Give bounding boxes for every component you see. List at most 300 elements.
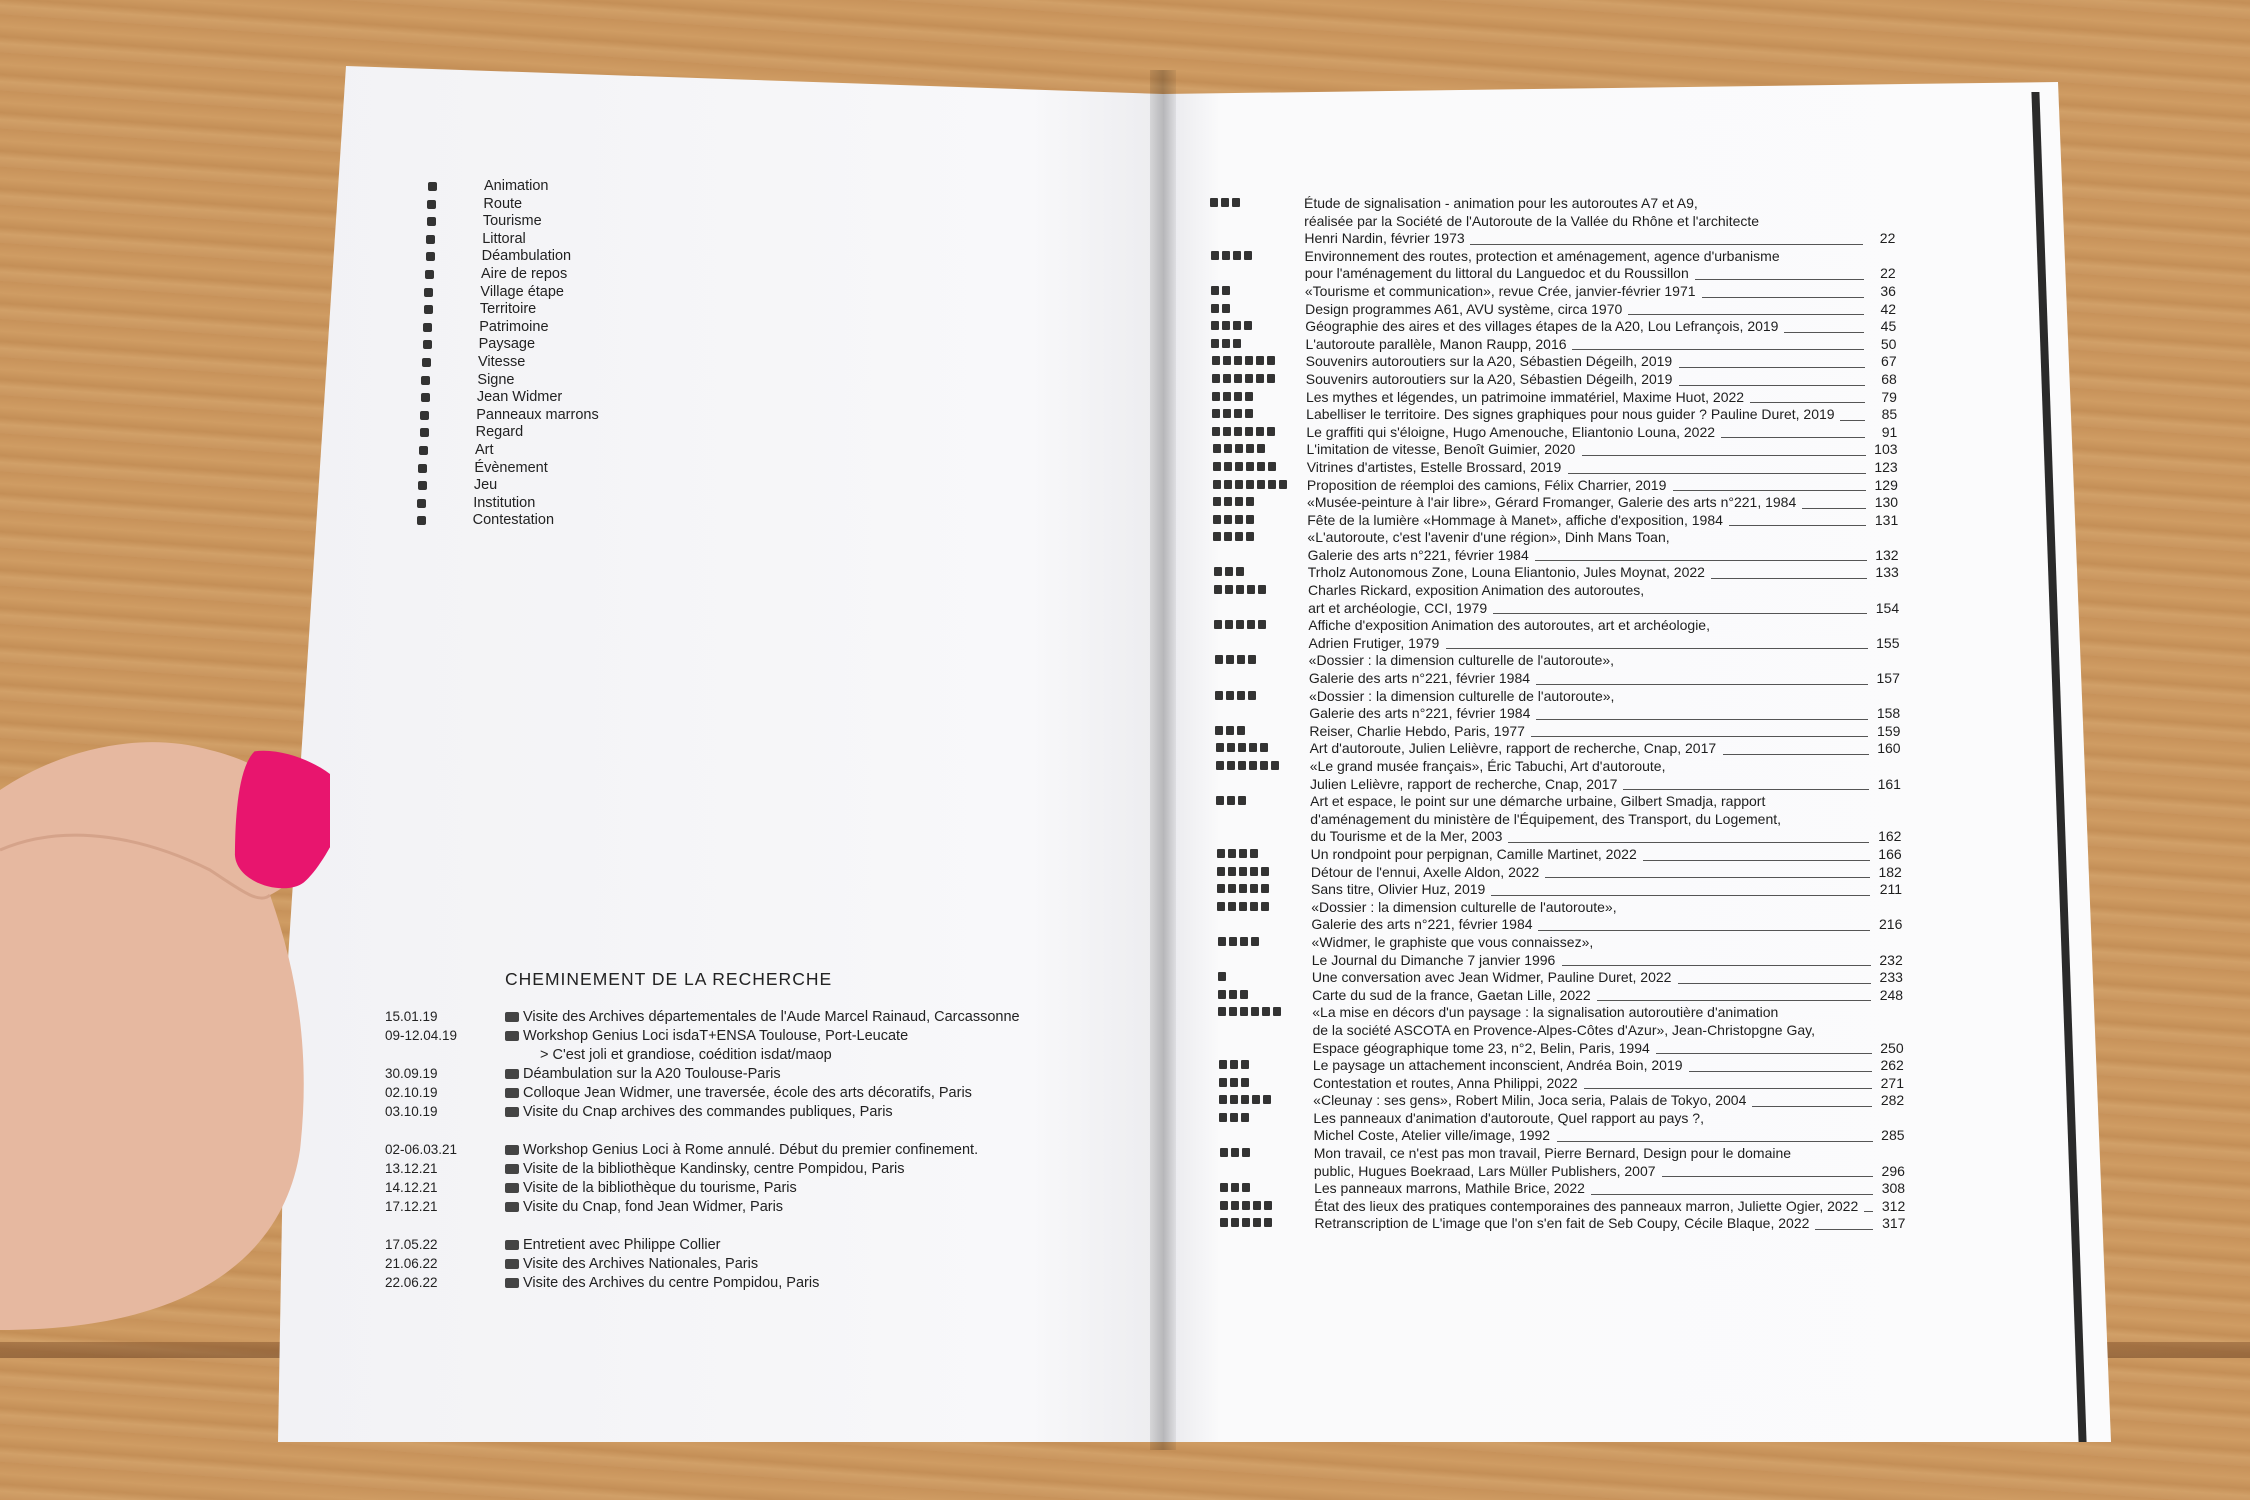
legend-row (399, 442, 699, 460)
index-title: «Dossier : la dimension culturelle de l'autoroute», (1309, 687, 1615, 704)
leader-rule (1572, 349, 1864, 350)
category-icon (1231, 1218, 1239, 1227)
index-title: État des lieux des pratiques contemporaines des panneaux marron, Juliette Ogier, 2022 (1314, 1197, 1859, 1214)
category-icon (1214, 585, 1222, 594)
category-icon (1261, 867, 1269, 876)
category-icon (1245, 356, 1253, 365)
leader-rule (1723, 754, 1869, 755)
category-icons (1212, 409, 1253, 419)
category-icon (421, 376, 430, 385)
index-title: public, Hugues Boekraad, Lars Müller Publishers, 2007 (1313, 1162, 1656, 1179)
category-icon (1236, 620, 1244, 629)
category-icon (1212, 427, 1220, 436)
category-icons (1213, 444, 1265, 454)
legend-row (407, 213, 707, 231)
timeline-text: Colloque Jean Widmer, une traversée, école des arts décoratifs, Paris (523, 1085, 972, 1101)
category-icon (1245, 427, 1253, 436)
category-icons (1215, 726, 1245, 736)
index-entry (1216, 758, 1921, 776)
leader-rule (1673, 490, 1866, 491)
index-entry (1217, 881, 1922, 899)
legend-label: Vitesse (478, 353, 526, 370)
index-entry (1212, 424, 1917, 442)
index-entry (1220, 1180, 1925, 1198)
page-number: 129 (1874, 476, 1898, 493)
category-icon (1253, 1201, 1261, 1210)
index-title: Galerie des arts n°221, février 1984 (1308, 670, 1531, 687)
legend-row (397, 512, 697, 530)
index-entry (1220, 1145, 1925, 1163)
category-icon (1230, 1078, 1238, 1087)
category-icon (419, 446, 428, 455)
cheminement-title: CHEMINEMENT DE LA RECHERCHE (505, 969, 833, 989)
category-icon (1229, 937, 1237, 946)
legend-row (408, 178, 708, 196)
index-title: Affiche d'exposition Animation des autoroutes, art et archéologie, (1308, 617, 1710, 634)
category-icon (1239, 849, 1247, 858)
category-icon (1268, 480, 1276, 489)
page-number: 45 (1880, 318, 1897, 335)
category-icon (1226, 726, 1234, 735)
category-icon (420, 411, 429, 420)
category-icon (1228, 902, 1236, 911)
leader-rule (1538, 930, 1870, 931)
category-icon (1223, 409, 1231, 418)
category-icon (1213, 515, 1221, 524)
legend-row (401, 389, 701, 407)
category-icon (1241, 1060, 1249, 1069)
category-icon (423, 340, 432, 349)
index-title: Charles Rickard, exposition Animation des autoroutes, (1307, 582, 1645, 599)
leader-rule (1784, 332, 1864, 333)
category-icon (1244, 321, 1252, 330)
category-icon (1218, 972, 1226, 981)
leader-rule (1568, 473, 1866, 474)
leader-rule (1840, 420, 1865, 421)
index-entry (1219, 1040, 1924, 1058)
index-title: Souvenirs autoroutiers sur la A20, Sébastien Dégeilh, 2019 (1305, 353, 1673, 370)
index-entry (1216, 828, 1921, 846)
category-icon (1220, 1148, 1228, 1157)
index-entry (1212, 389, 1917, 407)
category-icon (1231, 1183, 1239, 1192)
legend-row (400, 424, 700, 442)
index-title: Julien Lelièvre, rapport de recherche, Cnap, 2017 (1309, 775, 1618, 792)
category-icon (1235, 497, 1243, 506)
category-icon (1217, 902, 1225, 911)
category-icon (1242, 1201, 1250, 1210)
category-icon (1217, 849, 1225, 858)
index-title: «L'autoroute, c'est l'avenir d'une région», Dinh Mans Toan, (1307, 529, 1670, 546)
index-title: Galerie des arts n°221, février 1984 (1309, 705, 1531, 722)
category-icon (1246, 480, 1254, 489)
category-icon (1219, 1113, 1227, 1122)
category-icon (1214, 567, 1222, 576)
category-icons (1211, 286, 1230, 296)
timeline-date: 21.06.22 (385, 1256, 438, 1271)
category-icon (1212, 392, 1220, 401)
category-icon (505, 1107, 519, 1117)
category-icons (1218, 937, 1259, 947)
category-icon (1235, 480, 1243, 489)
category-icon (424, 305, 433, 314)
category-icons (1220, 1148, 1250, 1158)
category-icon (1246, 444, 1254, 453)
leader-rule (1711, 578, 1867, 579)
category-icon (1230, 1060, 1238, 1069)
category-icon (1236, 585, 1244, 594)
category-icon (505, 1031, 519, 1041)
index-title: L'autoroute parallèle, Manon Raupp, 2016 (1305, 335, 1567, 352)
category-icons (1219, 1078, 1249, 1088)
index-title: de la société ASCOTA en Provence-Alpes-Côtes d'Azur», Jean-Christopgne Gay, (1312, 1021, 1815, 1038)
category-icon (1231, 1148, 1239, 1157)
index-entry (1215, 670, 1920, 688)
category-icon (1228, 849, 1236, 858)
timeline-date: 02-06.03.21 (385, 1142, 458, 1157)
timeline-text: Visite du Cnap archives des commandes publiques, Paris (523, 1104, 893, 1120)
category-icon (1228, 884, 1236, 893)
category-icon (505, 1259, 519, 1269)
category-icons (1212, 392, 1253, 402)
legend-row (403, 319, 703, 337)
leader-rule (1535, 560, 1867, 561)
index-entry (1216, 776, 1921, 794)
index-title: Design programmes A61, AVU système, circa 1970 (1305, 300, 1623, 317)
category-icon (1240, 1007, 1248, 1016)
page-number: 79 (1881, 388, 1897, 405)
category-icon (1264, 1201, 1272, 1210)
timeline-text: Workshop Genius Loci à Rome annulé. Début du premier confinement. (523, 1142, 979, 1158)
category-icon (421, 393, 430, 402)
index-title: «Tourisme et communication», revue Crée, janvier-février 1971 (1304, 282, 1696, 299)
timeline-text: Entretient avec Philippe Collier (523, 1237, 721, 1253)
category-icon (505, 1183, 519, 1193)
page-number: 157 (1876, 670, 1900, 687)
category-icon (1245, 392, 1253, 401)
category-icons (1211, 321, 1252, 331)
page-number: 282 (1880, 1092, 1905, 1109)
index-title: du Tourisme et de la Mer, 2003 (1310, 828, 1503, 845)
leader-rule (1678, 983, 1871, 984)
timeline-text: Visite du Cnap, fond Jean Widmer, Paris (523, 1199, 784, 1215)
category-icon (1238, 796, 1246, 805)
category-icon (1250, 849, 1258, 858)
category-icon (1224, 497, 1232, 506)
index-title: Un rondpoint pour perpignan, Camille Martinet, 2022 (1310, 845, 1637, 862)
index-title: d'aménagement du ministère de l'Équipement, des Transport, du Logement, (1310, 810, 1782, 827)
category-icon (1267, 427, 1275, 436)
page-number: 155 (1876, 634, 1900, 651)
leader-rule (1662, 1176, 1873, 1177)
category-icon (1234, 427, 1242, 436)
category-icon (1233, 339, 1241, 348)
leader-rule (1815, 1229, 1873, 1230)
category-icon (1271, 761, 1279, 770)
category-icons (1217, 849, 1258, 859)
category-icon (1229, 1007, 1237, 1016)
legend-label: Contestation (472, 512, 555, 529)
leader-rule (1508, 842, 1869, 843)
category-icon (1226, 655, 1234, 664)
category-icons (1220, 1201, 1272, 1211)
timeline-entry (385, 1008, 1125, 1027)
category-icons (1216, 761, 1279, 771)
category-icon (1233, 321, 1241, 330)
legend-label: Déambulation (481, 248, 572, 265)
category-icon (1222, 286, 1230, 295)
index-entry (1220, 1127, 1925, 1145)
timeline-text: Visite des Archives départementales de l'Aude Marcel Rainaud, Carcassonne (523, 1009, 1020, 1025)
category-icons (1215, 655, 1256, 665)
contents-index (1210, 195, 1915, 1233)
category-icon (1257, 444, 1265, 453)
category-icon (1240, 937, 1248, 946)
category-icon (1279, 480, 1287, 489)
index-entry (1214, 582, 1919, 600)
category-icon (1211, 321, 1219, 330)
index-entry (1218, 952, 1923, 970)
index-entry (1214, 564, 1919, 582)
page-number: 130 (1874, 494, 1899, 511)
category-icon (1223, 356, 1231, 365)
category-icon (1242, 1148, 1250, 1157)
category-icon (1264, 1218, 1272, 1227)
category-icon (1268, 462, 1276, 471)
category-icon (1214, 620, 1222, 629)
page-number: 159 (1877, 722, 1901, 739)
category-icon (1211, 304, 1219, 313)
index-title: Contestation et routes, Anna Philippi, 2022 (1313, 1074, 1578, 1091)
index-title: «Dossier : la dimension culturelle de l'autoroute», (1311, 898, 1617, 915)
index-title: Galerie des arts n°221, février 1984 (1311, 916, 1533, 933)
category-icon (1257, 480, 1265, 489)
leader-rule (1446, 648, 1868, 649)
index-title: Fête de la lumière «Hommage à Manet», affiche d'exposition, 1984 (1307, 511, 1723, 528)
page-number: 158 (1876, 705, 1901, 722)
leader-rule (1536, 719, 1868, 720)
category-icon (1220, 1201, 1228, 1210)
category-icon (1218, 1007, 1226, 1016)
category-icon (1230, 1113, 1238, 1122)
index-entry (1213, 529, 1918, 547)
category-icon (1261, 884, 1269, 893)
legend-row (404, 301, 704, 319)
page-number: 132 (1875, 546, 1899, 563)
timeline-date: 17.12.21 (385, 1199, 438, 1214)
category-icon (1212, 409, 1220, 418)
index-entry (1210, 213, 1915, 231)
category-icon (1218, 937, 1226, 946)
category-icon (1249, 743, 1257, 752)
category-icons (1217, 884, 1269, 894)
timeline-date: 22.06.22 (385, 1275, 438, 1290)
page-number: 68 (1881, 370, 1897, 387)
page-number: 262 (1880, 1057, 1904, 1074)
index-title: Détour de l'ennui, Axelle Aldon, 2022 (1310, 863, 1540, 880)
category-icon (1234, 374, 1242, 383)
category-icon (1224, 444, 1232, 453)
category-icon (1222, 321, 1230, 330)
category-icon (1211, 251, 1219, 260)
category-legend (408, 178, 708, 530)
category-icon (1222, 339, 1230, 348)
category-icon (1240, 990, 1248, 999)
category-icon (1216, 796, 1224, 805)
leader-rule (1721, 437, 1865, 438)
leader-rule (1531, 736, 1868, 737)
category-icons (1216, 796, 1246, 806)
category-icon (1261, 902, 1269, 911)
index-entry (1211, 318, 1916, 336)
index-entry (1217, 864, 1922, 882)
leader-rule (1493, 613, 1867, 614)
category-icon (426, 252, 435, 261)
legend-label: Territoire (479, 301, 537, 318)
leader-rule (1643, 860, 1870, 861)
page-number: 233 (1879, 969, 1903, 986)
category-icons (1220, 1183, 1250, 1193)
legend-label: Art (475, 441, 494, 458)
category-icon (427, 217, 436, 226)
index-entry (1218, 969, 1923, 987)
category-icon (1251, 937, 1259, 946)
timeline-entry (385, 1065, 1125, 1084)
index-title: Carte du sud de la france, Gaetan Lille, 2022 (1312, 986, 1591, 1003)
category-icon (1213, 497, 1221, 506)
category-icon (1213, 444, 1221, 453)
page-number: 36 (1880, 282, 1896, 299)
page-number: 154 (1875, 599, 1900, 616)
category-icons (1214, 620, 1266, 630)
timeline-date: 17.05.22 (385, 1237, 438, 1252)
category-icon (1234, 356, 1242, 365)
legend-row (398, 477, 698, 495)
category-icon (1248, 655, 1256, 664)
index-title: Les panneaux d'animation d'autoroute, Quel rapport au pays ?, (1313, 1109, 1704, 1126)
legend-row (398, 460, 698, 478)
category-icons (1214, 585, 1266, 595)
leader-rule (1470, 244, 1863, 245)
leader-rule (1591, 1194, 1873, 1195)
category-icon (1267, 374, 1275, 383)
page-number: 22 (1879, 230, 1896, 247)
category-icon (1251, 1007, 1259, 1016)
category-icons (1211, 251, 1252, 261)
category-icon (1241, 1113, 1249, 1122)
timeline-date: 03.10.19 (385, 1104, 438, 1119)
category-icon (1238, 743, 1246, 752)
category-icon (1247, 620, 1255, 629)
category-icon (505, 1069, 519, 1079)
category-icon (1244, 251, 1252, 260)
category-icon (425, 270, 434, 279)
category-icon (1227, 743, 1235, 752)
index-title: Le Journal du Dimanche 7 janvier 1996 (1311, 951, 1556, 968)
legend-label: Signe (477, 371, 515, 388)
index-entry (1213, 441, 1918, 459)
page-number: 42 (1880, 300, 1897, 317)
legend-label: Aire de repos (481, 265, 568, 282)
page-number: 85 (1881, 406, 1898, 423)
category-icons (1211, 339, 1241, 349)
category-icon (1247, 585, 1255, 594)
category-icon (420, 428, 429, 437)
legend-row (406, 231, 706, 249)
index-entry (1213, 494, 1918, 512)
category-icon (1253, 1218, 1261, 1227)
category-icon (424, 288, 433, 297)
page-number: 182 (1878, 863, 1902, 880)
category-icon (1220, 1218, 1228, 1227)
leader-rule (1557, 1141, 1873, 1142)
category-icon (1242, 1218, 1250, 1227)
index-title: «La mise en décors d'un paysage : la signalisation autoroutière d'animation (1312, 1004, 1779, 1021)
timeline-text: > C'est joli et grandiose, coédition isdat/maop (540, 1047, 832, 1063)
category-icon (427, 200, 436, 209)
page-number: 50 (1880, 335, 1897, 352)
index-title: pour l'aménagement du littoral du Languedoc et du Roussillon (1304, 265, 1689, 282)
leader-rule (1702, 297, 1864, 298)
index-entry (1220, 1163, 1925, 1181)
index-entry (1218, 987, 1923, 1005)
category-icon (1237, 726, 1245, 735)
index-entry (1215, 635, 1920, 653)
category-icon (1241, 1078, 1249, 1087)
category-icon (1224, 462, 1232, 471)
category-icon (1241, 1095, 1249, 1104)
category-icon (1256, 374, 1264, 383)
category-icon (1231, 1201, 1239, 1210)
index-title: «Dossier : la dimension culturelle de l'autoroute», (1308, 652, 1615, 669)
category-icon (1221, 198, 1229, 207)
index-title: Le paysage un attachement inconscient, Andréa Boin, 2019 (1312, 1057, 1683, 1074)
category-icon (1227, 761, 1235, 770)
legend-label: Village étape (480, 283, 564, 300)
legend-label: Évènement (474, 459, 548, 476)
category-icon (1267, 356, 1275, 365)
legend-row (406, 248, 706, 266)
category-icon (1236, 567, 1244, 576)
category-icons (1212, 374, 1275, 384)
category-icon (1250, 867, 1258, 876)
category-icon (1239, 902, 1247, 911)
page-number: 211 (1879, 881, 1903, 898)
index-title: Art et espace, le point sur une démarche urbaine, Gilbert Smadja, rapport (1310, 793, 1766, 810)
index-entry (1220, 1215, 1925, 1233)
category-icon (505, 1240, 519, 1250)
index-title: Environnement des routes, protection et aménagement, agence d'urbanisme (1304, 247, 1780, 264)
category-icons (1219, 1113, 1249, 1123)
timeline-text: Visite de la bibliothèque Kandinsky, centre Pompidou, Paris (523, 1161, 905, 1177)
index-title: «Le grand musée français», Éric Tabuchi, Art d'autoroute, (1309, 758, 1666, 774)
category-icon (1246, 497, 1254, 506)
category-icon (1262, 1007, 1270, 1016)
page-number: 317 (1882, 1215, 1906, 1232)
category-icon (1212, 356, 1220, 365)
category-icon (1223, 392, 1231, 401)
timeline-date: 14.12.21 (385, 1180, 438, 1195)
category-icon (1229, 990, 1237, 999)
index-entry (1215, 652, 1920, 670)
index-entry (1213, 512, 1918, 530)
leader-rule (1750, 402, 1865, 403)
index-entry (1216, 793, 1921, 811)
category-icon (1249, 761, 1257, 770)
index-title: Les panneaux marrons, Mathile Brice, 2022 (1314, 1180, 1585, 1197)
index-title: Trholz Autonomous Zone, Louna Eliantonio, Jules Moynat, 2022 (1307, 564, 1705, 581)
category-icons (1219, 1095, 1271, 1105)
